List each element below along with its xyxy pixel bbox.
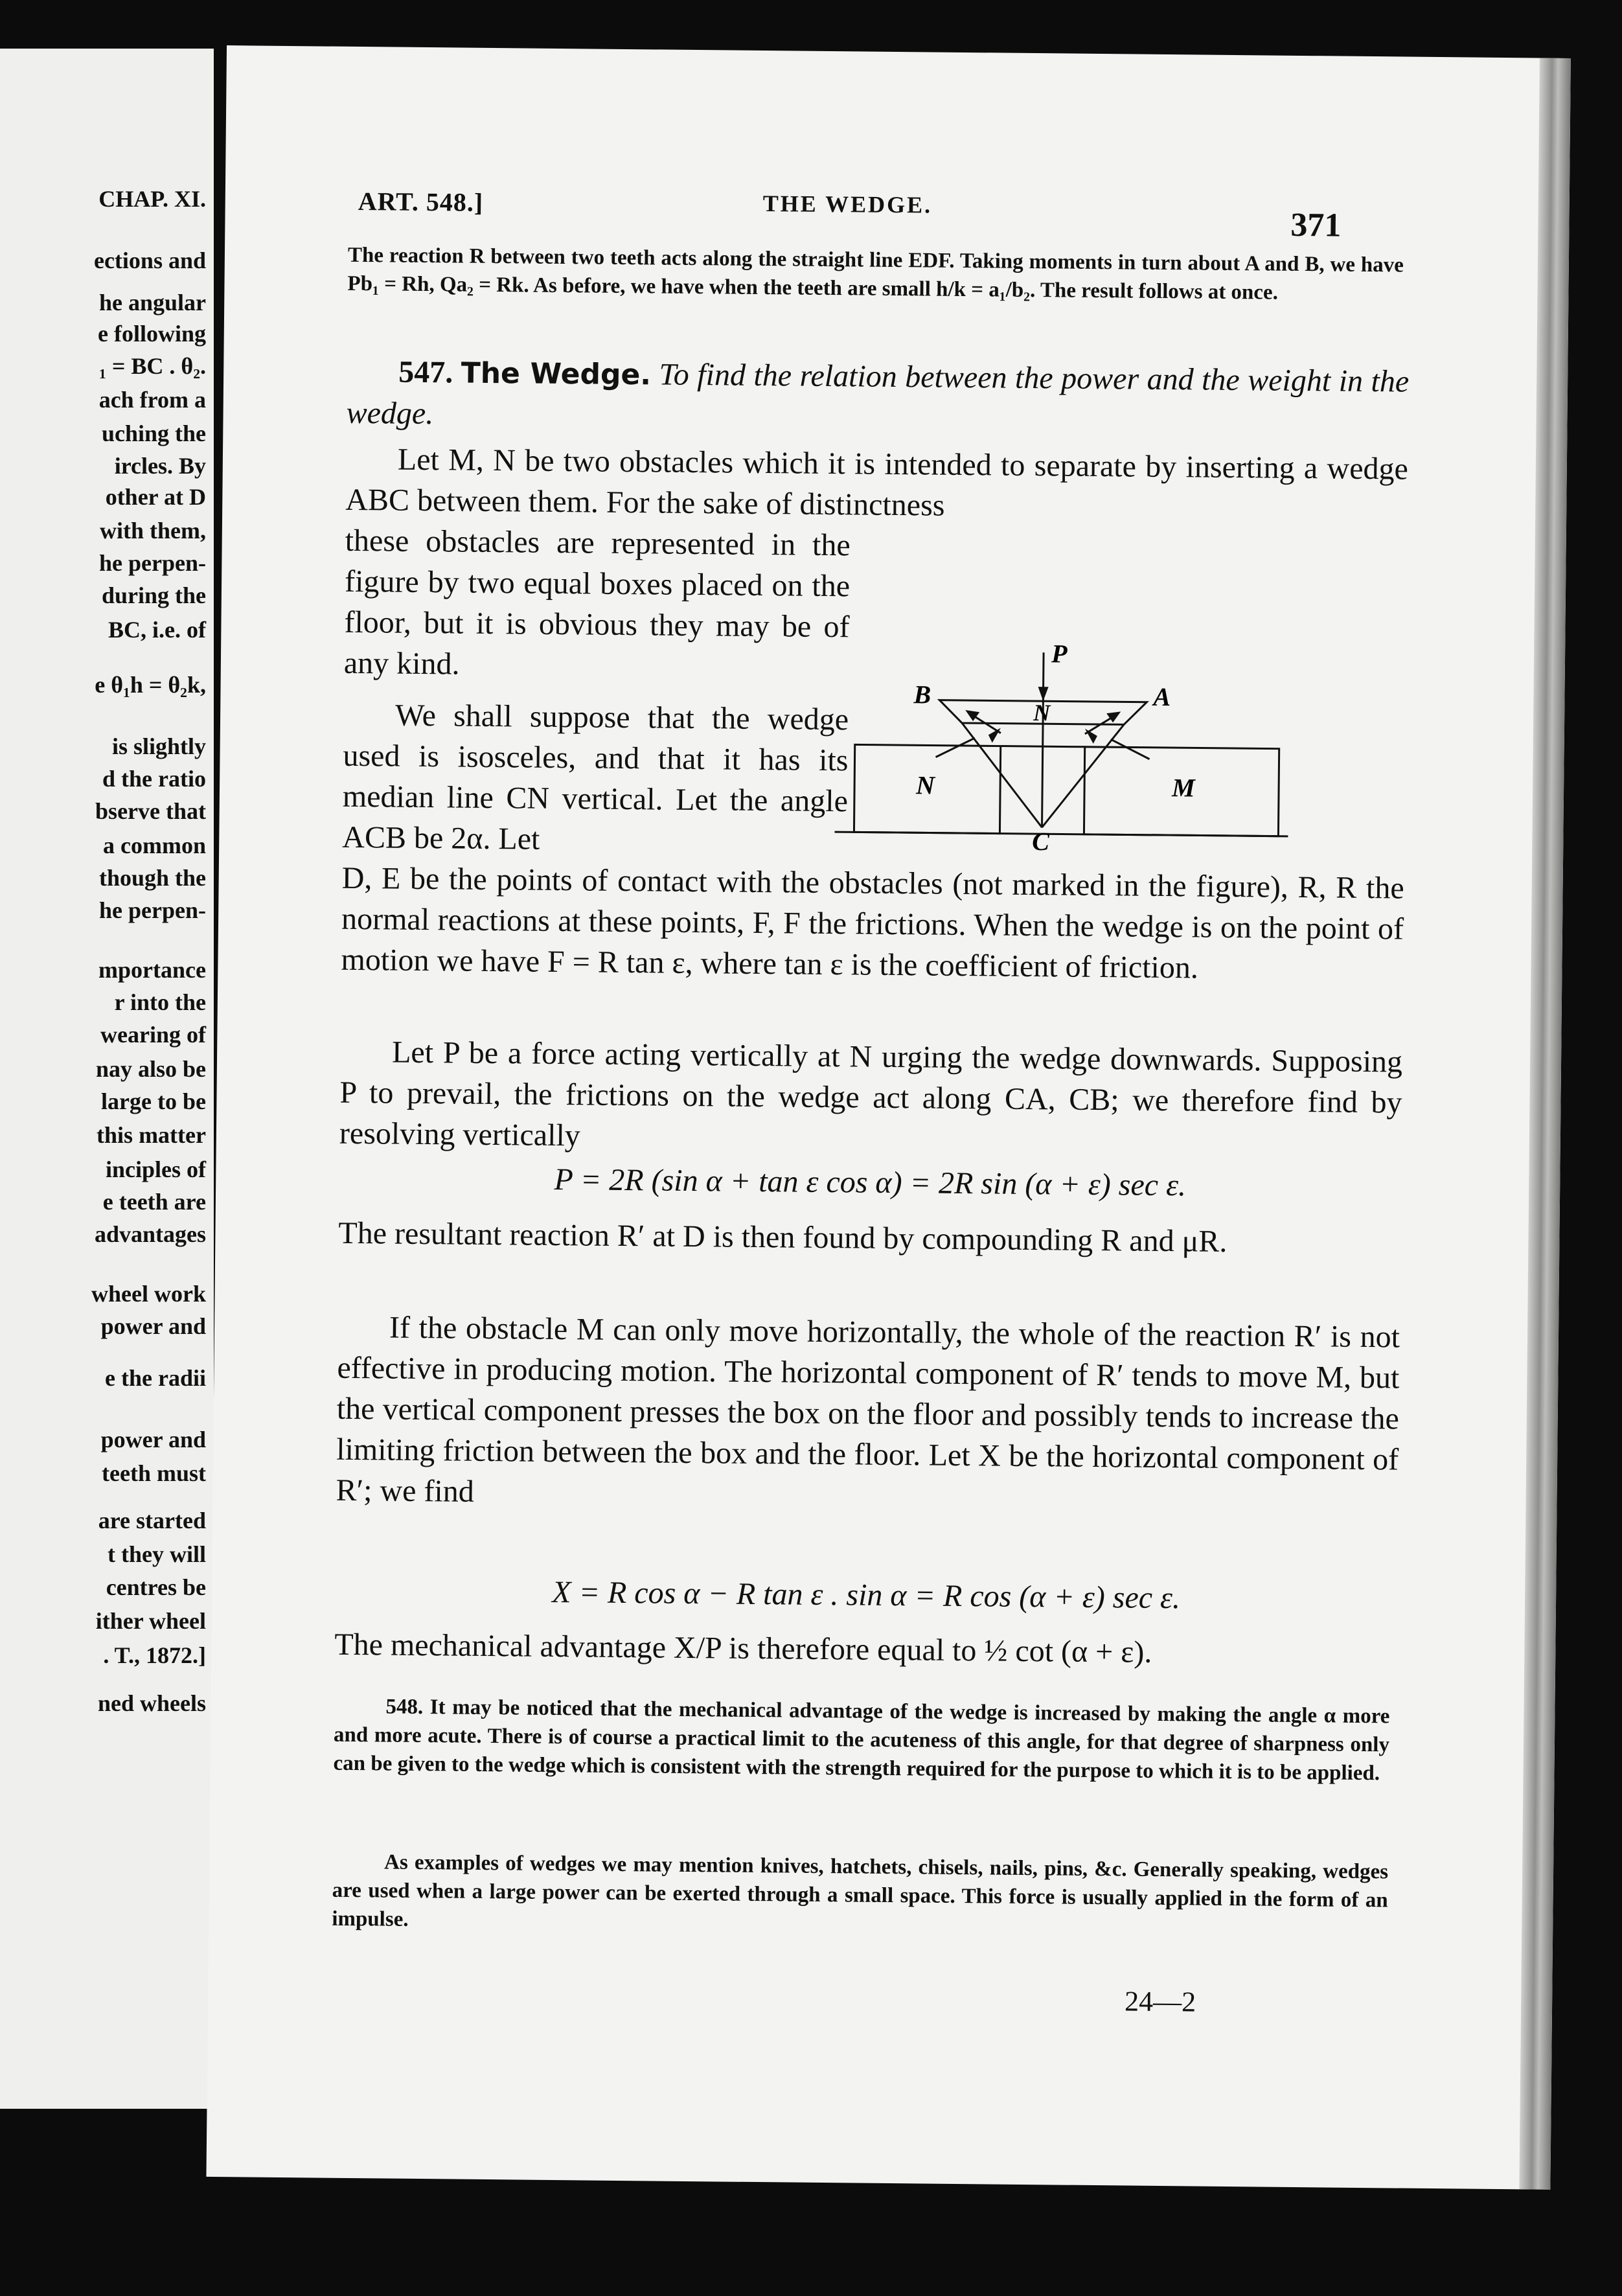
left-page-line: with them,	[100, 518, 206, 544]
friction-arrowhead-left	[965, 710, 979, 721]
left-page-line: wearing of	[100, 1022, 206, 1048]
section-547-number: 547.	[398, 354, 453, 390]
equation-horizontal-component: X = R cos α − R tan ε . sin α = R cos (α + ε) sec ε.	[552, 1574, 1181, 1616]
left-page-line: he perpen-	[99, 897, 206, 923]
left-page-line: ₁ = BC . θ₂.	[99, 353, 206, 379]
left-page-line: t they will	[108, 1541, 206, 1567]
section-547-title: The Wedge.	[461, 356, 652, 392]
left-page-line: e θ₁h = θ₂k,	[95, 672, 206, 698]
section-547-paragraph-1: Let M, N be two obstacles which it is intended to separate by inserting a wedge ABC between them. For the sake of distinctness	[345, 442, 1409, 523]
section-547-paragraph-1b: these obstacles are represented in the figure by two equal boxes placed on the floor, but it is obvious they may be of any kind.	[343, 523, 851, 682]
left-page-line: . T., 1872.]	[103, 1642, 206, 1668]
section-548-number: 548.	[385, 1695, 424, 1719]
left-page-line: e the radii	[105, 1365, 206, 1391]
page-number: 371	[1290, 206, 1342, 244]
section-547-paragraph-2: We shall suppose that the wedge used is isosceles, and that it has its median line CN vertical. Let the angle ACB be 2α. Let	[342, 698, 849, 856]
reaction-arrow-left	[936, 738, 975, 758]
left-page-line: inciples of	[105, 1156, 206, 1182]
label-n-wedge: N	[1033, 700, 1051, 726]
left-page-line: other at D	[105, 484, 206, 510]
article-reference: ART. 548.]	[358, 186, 484, 217]
label-a: A	[1153, 682, 1171, 712]
left-page-line: BC, i.e. of	[108, 617, 206, 643]
section-547-heading	[346, 351, 1409, 444]
label-b: B	[913, 680, 931, 709]
top-paragraph: The reaction R between two teeth acts along the straight line EDF. Taking moments in turn about A and B, we have Pb₁ = Rh, Qa₂ = Rk. As before, we have when the teeth are small h/k = a₁/b₂. The result follows at once.	[347, 243, 1404, 304]
left-page-line: power and	[100, 1313, 206, 1339]
section-547-statement: To find the relation between the power and the weight in the wedge.	[346, 357, 1410, 431]
section-547-paragraph-2b: D, E be the points of contact with the obstacles (not marked in the figure), R, R the normal reactions at these points, F, F the frictions. When the wedge is on the point of motion we have F = R tan ε, where tan ε is the coefficient of friction.	[341, 860, 1404, 985]
label-m-box: M	[1171, 773, 1195, 803]
running-title: THE WEDGE.	[762, 190, 933, 218]
left-page-line: large to be	[101, 1088, 206, 1114]
left-page-line: ned wheels	[97, 1690, 206, 1716]
section-548-paragraph-2: As examples of wedges we may mention knives, hatchets, chisels, nails, pins, &c. Generally speaking, wedges are used when a large power can be exerted through a small space. This force is usually applied in the form of an impulse.	[332, 1850, 1389, 1931]
equation-power: P = 2R (sin α + tan ε cos α) = 2R sin (α + ε) sec ε.	[554, 1162, 1187, 1203]
left-page-line: a common	[103, 832, 206, 858]
left-page-line: are started	[98, 1508, 206, 1533]
label-n-box: N	[915, 770, 935, 800]
left-page-line: is slightly	[111, 733, 206, 759]
left-page-line: ections and	[93, 247, 206, 273]
left-page-line: teeth must	[102, 1460, 206, 1486]
left-page-line: centres be	[106, 1574, 206, 1600]
left-page-line: d the ratio	[102, 766, 206, 792]
left-page-line: during the	[101, 582, 206, 608]
left-page-line: nay also be	[95, 1056, 206, 1082]
section-547-paragraph-4: The resultant reaction R′ at D is then found by compounding R and μR.	[338, 1215, 1228, 1259]
section-548-text: It may be noticed that the mechanical advantage of the wedge is increased by making the angle α more and more acute. There is of course a practical limit to the acuteness of this angle, for that degree of sharpness only can be given to the wedge which is consistent with the strength required for the purpose to which it is to be applied.	[333, 1695, 1390, 1785]
main-page	[206, 45, 1570, 2190]
section-548-paragraph	[333, 1692, 1389, 1788]
left-page-line: he angular	[98, 290, 206, 316]
left-page-line: e following	[98, 321, 206, 347]
left-page-line: e teeth are	[102, 1189, 206, 1215]
left-page-line: wheel work	[91, 1281, 206, 1307]
section-547-paragraph-5: If the obstacle M can only move horizontally, the whole of the reaction R′ is not effective in producing motion. The horizontal component of R′ tends to move M, but the vertical component presses the box on the floor and possibly tends to increase the limiting friction between the box and the floor. Let X be the horizontal component of R′; we find	[336, 1310, 1400, 1509]
left-page-line: power and	[100, 1427, 206, 1452]
left-page-line: this matter	[97, 1122, 206, 1148]
left-facing-page	[0, 49, 214, 2109]
left-page-line: he perpen-	[99, 550, 206, 576]
signature-mark: 24—2	[1124, 1985, 1196, 2018]
left-page-line: ither wheel	[95, 1608, 206, 1634]
section-547-paragraph-3: Let P be a force acting vertically at N urging the wedge downwards. Supposing P to prevail, the frictions on the wedge act along CA, CB; we therefore find by resolving vertically	[339, 1035, 1403, 1153]
label-p: P	[1051, 639, 1068, 669]
reaction-arrow-right	[1111, 739, 1150, 759]
section-547-paragraph-6: The mechanical advantage X/P is therefore equal to ½ cot (α + ε).	[334, 1627, 1152, 1670]
left-page-line: mportance	[98, 957, 206, 983]
left-page-line: r into the	[114, 989, 206, 1015]
label-c: C	[1032, 827, 1050, 856]
left-page-line: bserve that	[95, 798, 206, 824]
force-p-arrowhead	[1038, 687, 1048, 701]
left-page-line: CHAP. XI.	[98, 186, 206, 212]
friction-arrowhead-right	[1106, 711, 1121, 722]
wedge-figure	[834, 576, 1303, 859]
left-page-line: ircles. By	[114, 453, 206, 479]
left-page-line: though the	[98, 865, 206, 891]
left-page-line: uching the	[101, 420, 206, 446]
left-page-line: ach from a	[98, 387, 206, 413]
page-gutter	[1519, 58, 1571, 2189]
left-page-line: advantages	[94, 1221, 206, 1247]
